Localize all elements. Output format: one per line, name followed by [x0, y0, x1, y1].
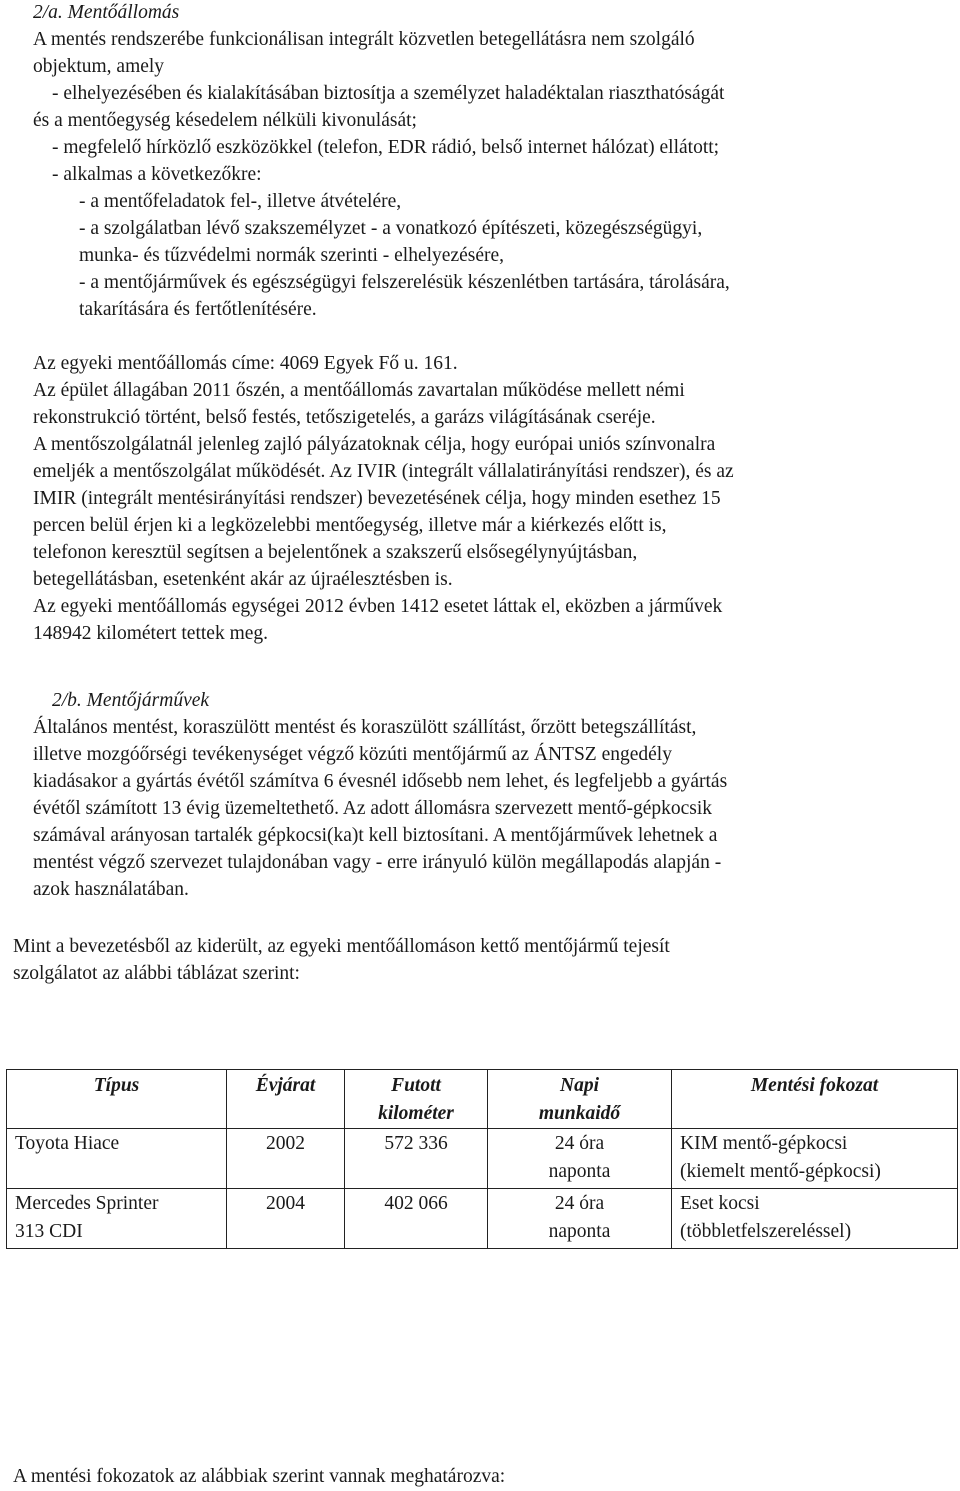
section-b-heading: 2/b. Mentőjárművek	[52, 690, 210, 711]
header-type: Típus	[7, 1070, 227, 1129]
cell-type: Mercedes Sprinter 313 CDI	[7, 1189, 227, 1249]
header-hours: Napi munkaidő	[488, 1070, 672, 1129]
body-line-5: emeljék a mentőszolgálat működését. Az IVIR (integrált vállalatirányítási rendszer), és az	[33, 461, 734, 482]
body-line-4: A mentőszolgálatnál jelenleg zajló pályázatoknak célja, hogy európai uniós színvonalra	[33, 434, 716, 455]
cell-level: KIM mentő-gépkocsi (kiemelt mentő-gépkocsi)	[672, 1129, 958, 1189]
vehicles-line-6: mentést végző szervezet tulajdonában vagy - erre irányuló külön megállapodás alapján -	[33, 852, 722, 873]
address-line: Az egyeki mentőállomás címe: 4069 Egyek Fő u. 161.	[33, 353, 458, 374]
cell-type: Toyota Hiace	[7, 1129, 227, 1189]
vehicles-line-1: Általános mentést, koraszülött mentést és koraszülött szállítást, őrzött betegszállítást,	[33, 717, 697, 738]
table-row	[7, 1189, 958, 1249]
section-a-heading: 2/a. Mentőállomás	[33, 2, 180, 23]
bullet-line-2: és a mentőegység késedelem nélküli kivonulását;	[33, 110, 417, 131]
cell-hours: 24 óra naponta	[488, 1129, 672, 1189]
header-year: Évjárat	[227, 1070, 345, 1129]
transition-line-1: Mint a bevezetésből az kiderült, az egyeki mentőállomáson kettő mentőjármű tejesít	[13, 936, 670, 957]
body-line-11: 148942 kilométert tettek meg.	[33, 623, 269, 644]
vehicles-line-7: azok használatában.	[33, 879, 189, 900]
bullet-line-4: - alkalmas a következőkre:	[52, 164, 262, 185]
body-line-6: IMIR (integrált mentésirányítási rendszer) bevezetésének célja, hogy minden esethez 15	[33, 488, 721, 509]
body-line-2: Az épület állagában 2011 őszén, a mentőállomás zavartalan működése mellett némi	[33, 380, 685, 401]
vehicles-line-4: évétől számított 13 évig üzemeltethető. Az adott állomásra szervezett mentő-gépkocsik	[33, 798, 713, 819]
intro-line-1: A mentés rendszerébe funkcionálisan integrált közvetlen betegellátásra nem szolgáló	[33, 29, 695, 50]
cell-year: 2002	[227, 1129, 345, 1189]
transition-line-2: szolgálatot az alábbi táblázat szerint:	[13, 963, 300, 984]
table-row	[7, 1129, 958, 1189]
footer-line: A mentési fokozatok az alábbiak szerint vannak meghatározva:	[13, 1466, 506, 1487]
cell-km: 402 066	[345, 1189, 488, 1249]
bullet-line-1: - elhelyezésében és kialakításában biztosítja a személyzet haladéktalan riaszthatóságát	[52, 83, 725, 104]
header-km: Futott kilométer	[345, 1070, 488, 1129]
sub-bullet-line-5: takarítására és fertőtlenítésére.	[79, 299, 317, 320]
body-line-10: Az egyeki mentőállomás egységei 2012 évben 1412 esetet láttak el, eközben a járművek	[33, 596, 723, 617]
table-header-row	[7, 1070, 958, 1129]
body-line-9: betegellátásban, esetenként akár az újraélesztésben is.	[33, 569, 453, 590]
sub-bullet-line-4: - a mentőjárművek és egészségügyi felszerelésük készenlétben tartására, tárolására,	[79, 272, 730, 293]
cell-hours: 24 óra naponta	[488, 1189, 672, 1249]
vehicles-line-3: kiadásakor a gyártás évétől számítva 6 évesnél idősebb nem lehet, és legfeljebb a gyártás	[33, 771, 728, 792]
sub-bullet-line-3: munka- és tűzvédelmi normák szerinti - elhelyezésére,	[79, 245, 505, 266]
vehicles-line-5: számával arányosan tartalék gépkocsi(ka)t kell biztosítani. A mentőjárművek lehetnek a	[33, 825, 718, 846]
vehicles-line-2: illetve mozgóőrségi tevékenységet végző közúti mentőjármű az ÁNTSZ engedély	[33, 744, 672, 765]
cell-level: Eset kocsi (többletfelszereléssel)	[672, 1189, 958, 1249]
body-line-8: telefonon keresztül segítsen a bejelentőnek a szakszerű elsősegélynyújtásban,	[33, 542, 638, 563]
cell-km: 572 336	[345, 1129, 488, 1189]
vehicle-table	[6, 1069, 958, 1249]
cell-year: 2004	[227, 1189, 345, 1249]
body-line-3: rekonstrukció történt, belső festés, tetőszigetelés, a garázs világításának cseréje.	[33, 407, 656, 428]
header-level: Mentési fokozat	[672, 1070, 958, 1129]
intro-line-2: objektum, amely	[33, 56, 165, 77]
sub-bullet-line-2: - a szolgálatban lévő szakszemélyzet - a vonatkozó építészeti, közegészségügyi,	[79, 218, 703, 239]
bullet-line-3: - megfelelő hírközlő eszközökkel (telefon, EDR rádió, belső internet hálózat) ellátott;	[52, 137, 720, 158]
sub-bullet-line-1: - a mentőfeladatok fel-, illetve átvételére,	[79, 191, 402, 212]
body-line-7: percen belül érjen ki a legközelebbi mentőegység, illetve már a kiérkezés előtt is,	[33, 515, 667, 536]
